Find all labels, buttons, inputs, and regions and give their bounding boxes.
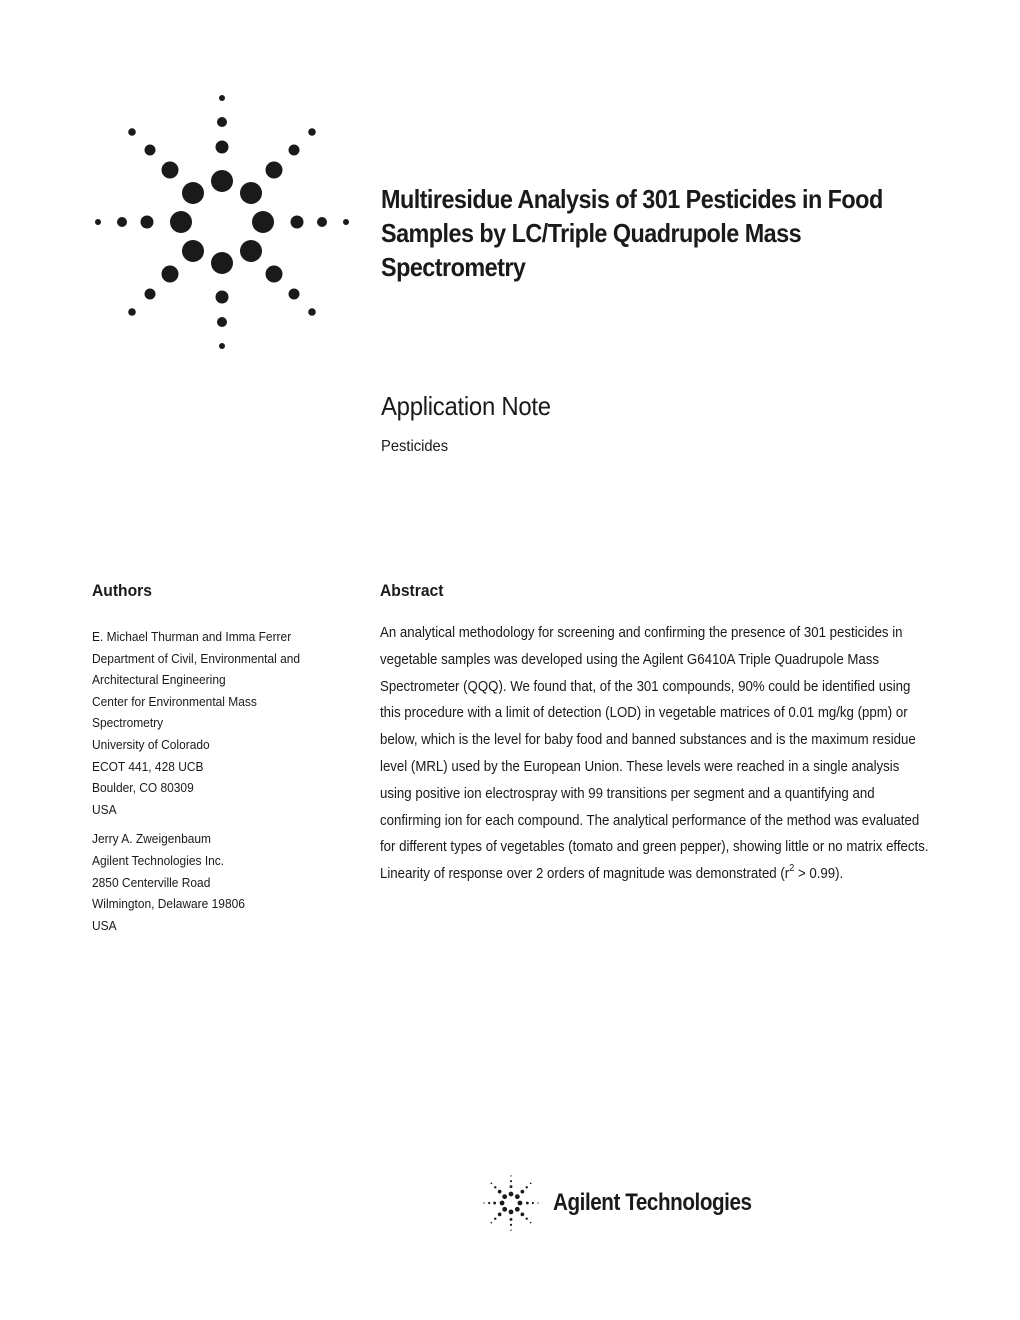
author-line: USA xyxy=(92,801,117,817)
spark-dot xyxy=(526,1202,529,1205)
abstract-superscript: 2 xyxy=(789,863,795,875)
abstract-text-end: > 0.99). xyxy=(794,866,844,883)
spark-dot xyxy=(515,1207,520,1212)
spark-dot xyxy=(530,1183,532,1185)
spark-dot xyxy=(289,145,300,156)
spark-dot xyxy=(491,1222,493,1224)
spark-dot xyxy=(240,240,262,262)
spark-dot xyxy=(502,1194,507,1199)
spark-dot xyxy=(162,162,179,179)
author-line: Wilmington, Delaware 19806 xyxy=(92,896,245,912)
spark-dot xyxy=(483,1202,484,1203)
spark-dot xyxy=(141,216,154,229)
spark-dot xyxy=(343,219,349,225)
author-line: Boulder, CO 80309 xyxy=(92,780,194,796)
author-line: USA xyxy=(92,917,117,933)
author-line: ECOT 441, 428 UCB xyxy=(92,758,204,774)
spark-dot xyxy=(500,1201,505,1206)
abstract-text: An analytical methodology for screening and confirming the presence of 301 pesticides in vegetable samples was developed using the Agilent G6410A Triple Quadrupole Mass Spectrometer (QQQ). We found that, of the 301 compounds, 90% could be identified using this procedure with a limit of detection (LOD) in vegetable matrices of 0.01 mg/kg (ppm) or below, which is the level for baby food and banned substances and is the maximum residue level (MRL) used by the European Union. These levels were reached in a single analysis using positive ion electrospray with 99 transitions per segment and a quantifying and confirming ion for each compound. The analytical performance of the method was evaluated for different types of vegetables (tomato and green pepper), showing little or no matrix effects. Linearity of response over 2 orders of magnitude was demonstrated (r xyxy=(380,625,929,883)
spark-dot xyxy=(510,1180,512,1182)
authors-heading: Authors xyxy=(92,581,152,600)
document-title: Multiresidue Analysis of 301 Pesticides in Food Samples by LC/Triple Quadrupole Mass Spectrometry xyxy=(381,184,883,282)
spark-dot xyxy=(266,162,283,179)
spark-dot xyxy=(510,1175,511,1176)
author-line: Center for Environmental Mass xyxy=(92,693,257,709)
spark-dot xyxy=(211,170,233,192)
author-line: University of Colorado xyxy=(92,736,210,752)
spark-dot xyxy=(182,182,204,204)
spark-dot xyxy=(170,211,192,233)
abstract-paragraph xyxy=(380,620,932,888)
spark-dot xyxy=(308,128,316,136)
spark-dot xyxy=(493,1202,496,1205)
spark-dot xyxy=(498,1190,502,1194)
spark-dot xyxy=(266,266,283,283)
spark-dot xyxy=(291,216,304,229)
spark-dot xyxy=(498,1212,502,1216)
spark-dot xyxy=(95,219,101,225)
spark-dot xyxy=(128,308,136,316)
author-line: Spectrometry xyxy=(92,715,164,731)
author-line: Architectural Engineering xyxy=(92,672,226,688)
spark-dot xyxy=(494,1186,496,1188)
author-line: Jerry A. Zweigenbaum xyxy=(92,831,211,847)
agilent-spark-icon xyxy=(480,1172,542,1234)
abstract-heading: Abstract xyxy=(380,581,444,600)
spark-dot xyxy=(289,289,300,300)
spark-dot xyxy=(117,217,127,227)
spark-dot xyxy=(219,95,225,101)
spark-dot xyxy=(537,1202,538,1203)
spark-dot xyxy=(252,211,274,233)
document-category: Pesticides xyxy=(381,438,449,455)
spark-dot xyxy=(494,1218,496,1220)
spark-dot xyxy=(515,1194,520,1199)
spark-dot xyxy=(217,317,227,327)
spark-dot xyxy=(532,1202,534,1204)
abstract-body xyxy=(380,620,932,888)
brand-name: Agilent Technologies xyxy=(553,1189,752,1216)
spark-dot xyxy=(526,1218,528,1220)
spark-dot xyxy=(145,289,156,300)
authors-list xyxy=(92,626,362,944)
spark-dot xyxy=(217,117,227,127)
spark-dot xyxy=(518,1201,523,1206)
spark-dot xyxy=(145,145,156,156)
spark-dot xyxy=(182,240,204,262)
author-group xyxy=(92,828,359,936)
spark-dot xyxy=(308,308,316,316)
spark-dot xyxy=(211,252,233,274)
spark-dot xyxy=(510,1185,513,1188)
author-line: Agilent Technologies Inc. xyxy=(92,852,225,868)
spark-dot xyxy=(520,1190,524,1194)
spark-dot xyxy=(216,141,229,154)
author-line: Department of Civil, Environmental and xyxy=(92,650,301,666)
spark-dot xyxy=(509,1210,514,1215)
spark-dot xyxy=(219,343,225,349)
spark-dot xyxy=(509,1192,514,1197)
author-line: 2850 Centerville Road xyxy=(92,874,211,890)
spark-dot xyxy=(510,1224,512,1226)
author-line: E. Michael Thurman and Imma Ferrer xyxy=(92,629,292,644)
spark-dot xyxy=(530,1222,532,1224)
spark-dot xyxy=(216,291,229,304)
spark-dot xyxy=(502,1207,507,1212)
spark-dot xyxy=(510,1218,513,1221)
spark-dot xyxy=(491,1183,493,1185)
agilent-spark-icon xyxy=(80,80,364,364)
author-group xyxy=(92,626,359,820)
spark-dot xyxy=(128,128,136,136)
spark-dot xyxy=(317,217,327,227)
spark-dot xyxy=(510,1229,511,1230)
document-type: Application Note xyxy=(381,391,551,421)
spark-dot xyxy=(526,1186,528,1188)
spark-dot xyxy=(488,1202,490,1204)
spark-dot xyxy=(520,1212,524,1216)
spark-dot xyxy=(162,266,179,283)
spark-dot xyxy=(240,182,262,204)
